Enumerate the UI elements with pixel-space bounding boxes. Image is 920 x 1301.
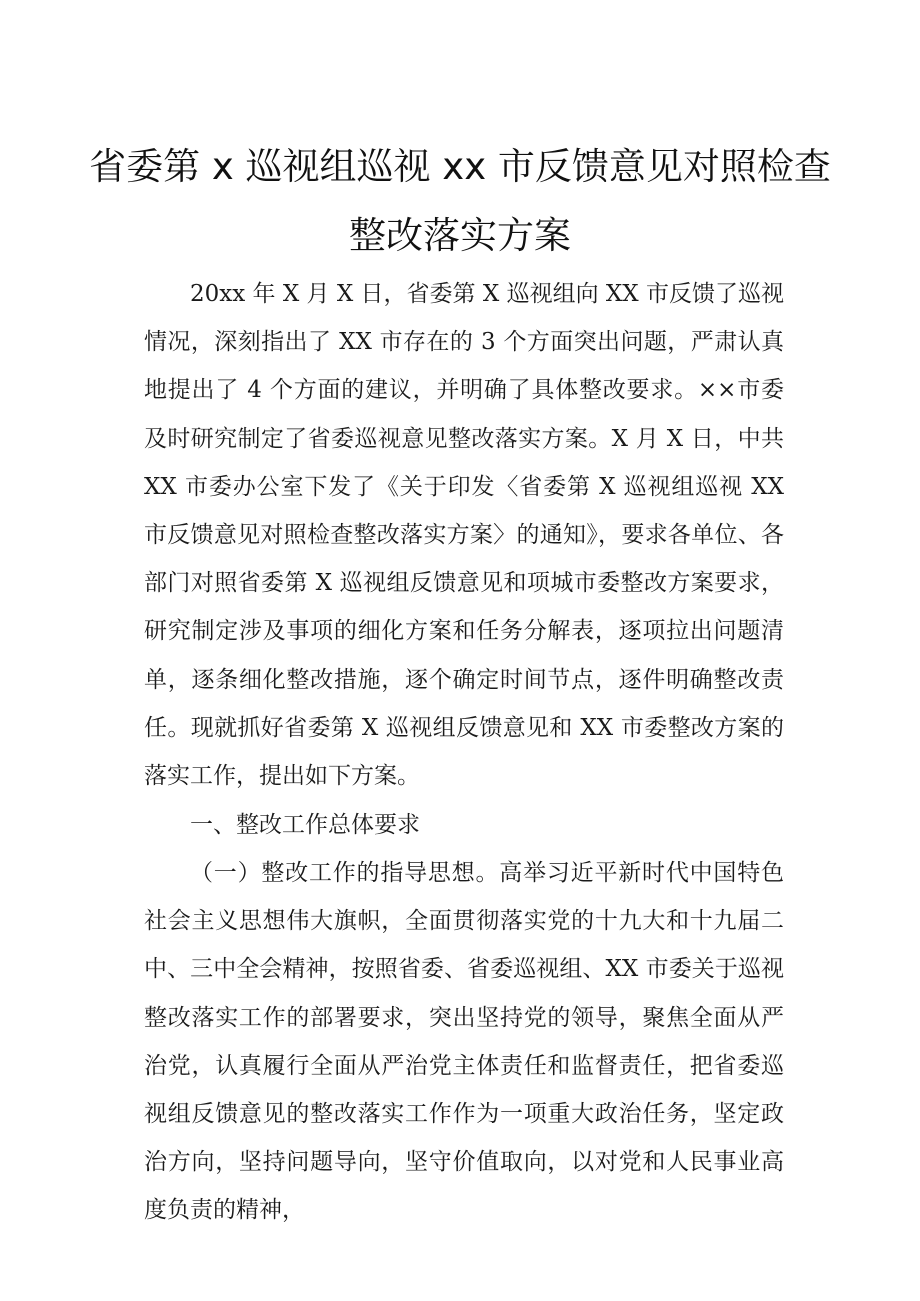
document-title-line-2: 整改落实方案	[349, 214, 571, 257]
guiding-principle-paragraph: （一）整改工作的指导思想。高举习近平新时代中国特色社会主义思想伟大旗帜，全面贯彻落实党的十九大和十九届二中、三中全会精神，按照省委、省委巡视组、XX 市委关于巡视整改落实工作的部署要求，突出坚持党的领导，聚焦全面从严治党，认真履行全面从严治党主体责任和监督责任，把省委巡视组反馈意见的整改落实工作作为一项重大政治任务，坚定政治方向，坚持问题导向，坚守价值取向，以对党和人民事业高度负责的精神，	[144, 860, 784, 1224]
intro-paragraph: 20xx 年 X 月 X 日，省委第 X 巡视组向 XX 市反馈了巡视情况，深刻指出了 XX 市存在的 3 个方面突出问题，严肃认真地提出了 4 个方面的建议，并明确了具体整改要求。××市委及时研究制定了省委巡视意见整改落实方案。X 月 X 日，中共 XX 市委办公室下发了《关于印发〈省委第 X 巡视组巡视 XX 市反馈意见对照检查整改落实方案〉的通知》，要求各单位、各部门对照省委第 X 巡视组反馈意见和项城市委整改方案要求，研究制定涉及事项的细化方案和任务分解表，逐项拉出问题清单，逐条细化整改措施，逐个确定时间节点，逐件明确整改责任。现就抓好省委第 X 巡视组反馈意见和 XX 市委整改方案的落实工作，提出如下方案。	[144, 281, 784, 790]
section-heading: 一、整改工作总体要求	[190, 812, 420, 838]
intro-paragraph-block	[144, 270, 784, 800]
document-title-line-1: 省委第 x 巡视组巡视 xx 市反馈意见对照检查	[89, 145, 831, 188]
guiding-principle-paragraph-block	[144, 849, 784, 1235]
